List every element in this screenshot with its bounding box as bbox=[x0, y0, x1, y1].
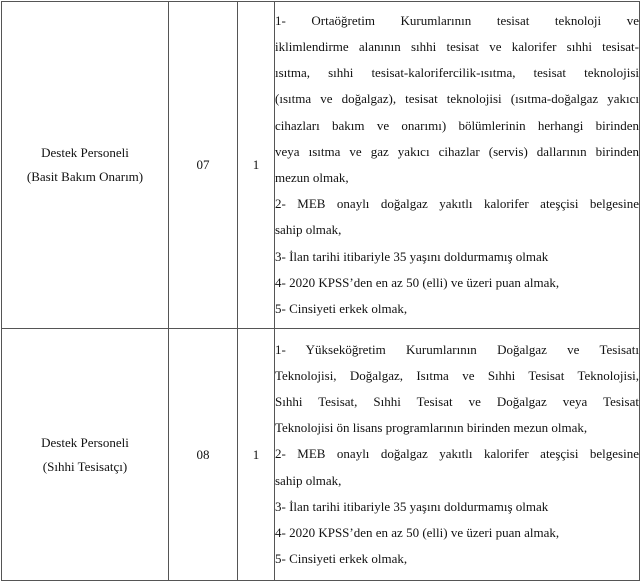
position-title-cell bbox=[2, 2, 169, 329]
table-row bbox=[2, 329, 640, 581]
position-count: 1 bbox=[238, 2, 275, 329]
table-row bbox=[2, 2, 640, 329]
position-title: Destek Personeli bbox=[41, 145, 129, 160]
position-subtitle: (Basit Bakım Onarım) bbox=[26, 169, 144, 184]
position-title: Destek Personeli bbox=[41, 434, 129, 450]
requirement-line: 5- Cinsiyeti erkek olmak, bbox=[275, 300, 408, 316]
requirement-line: 2- MEB onaylı doğalgaz yakıtlı kalorifer ateşçisi belgesine bbox=[275, 446, 639, 462]
requirement-line: Teknolojisi ön lisans programlarının birinden mezun olmak, bbox=[275, 420, 588, 436]
position-code: 07 bbox=[169, 2, 238, 329]
requirements-cell bbox=[275, 329, 640, 581]
position-requirements-table bbox=[1, 1, 640, 581]
requirement-line: (ısıtma ve doğalgaz), tesisat teknolojisi (ısıtma-doğalgaz yakıcı bbox=[275, 91, 639, 107]
requirement-line: mezun olmak, bbox=[275, 170, 349, 185]
requirement-line: 4- 2020 KPSS’den en az 50 (elli) ve üzeri puan almak, bbox=[275, 524, 560, 540]
position-title-cell bbox=[2, 329, 169, 581]
requirement-line: iklimlendirme alanının sıhhi tesisat ve kalorifer sıhhi tesisat- bbox=[275, 39, 639, 55]
position-subtitle: (Sıhhi Tesisatçı) bbox=[42, 458, 128, 474]
requirement-line: 4- 2020 KPSS’den en az 50 (elli) ve üzeri puan almak, bbox=[275, 274, 560, 290]
requirement-line: 2- MEB onaylı doğalgaz yakıtlı kalorifer ateşçisi belgesine bbox=[275, 196, 639, 212]
position-count: 1 bbox=[238, 329, 275, 581]
requirement-line: 3- İlan tarihi itibariyle 35 yaşını doldurmamış olmak bbox=[275, 248, 549, 264]
requirement-line: 5- Cinsiyeti erkek olmak, bbox=[275, 551, 408, 567]
requirement-line: 3- İlan tarihi itibariyle 35 yaşını doldurmamış olmak bbox=[275, 498, 549, 514]
requirement-line: cihazları bakım ve onarımı) bölümlerinin herhangi birinden bbox=[275, 117, 639, 133]
requirement-line: Teknolojisi, Doğalgaz, Isıtma ve Sıhhi Tesisat Teknolojisi, bbox=[275, 367, 639, 383]
requirement-line: sahip olmak, bbox=[275, 472, 342, 488]
requirement-line: ısıtma, sıhhi tesisat-kalorifercilik-ısıtma, tesisat teknolojisi bbox=[275, 65, 639, 81]
requirement-line: 1- Yükseköğretim Kurumlarının Doğalgaz ve Tesisatı bbox=[275, 341, 639, 357]
requirement-line: 1- Ortaöğretim Kurumlarının tesisat teknoloji ve bbox=[275, 12, 639, 28]
requirement-line: veya ısıtma ve gaz yakıcı cihazlar (servis) dallarının birinden bbox=[275, 143, 639, 159]
requirement-line: Sıhhi Tesisat, Sıhhi Tesisat ve Doğalgaz veya Tesisat bbox=[275, 394, 639, 410]
requirements-cell bbox=[275, 2, 640, 329]
requirement-line: sahip olmak, bbox=[275, 222, 342, 238]
position-code: 08 bbox=[169, 329, 238, 581]
